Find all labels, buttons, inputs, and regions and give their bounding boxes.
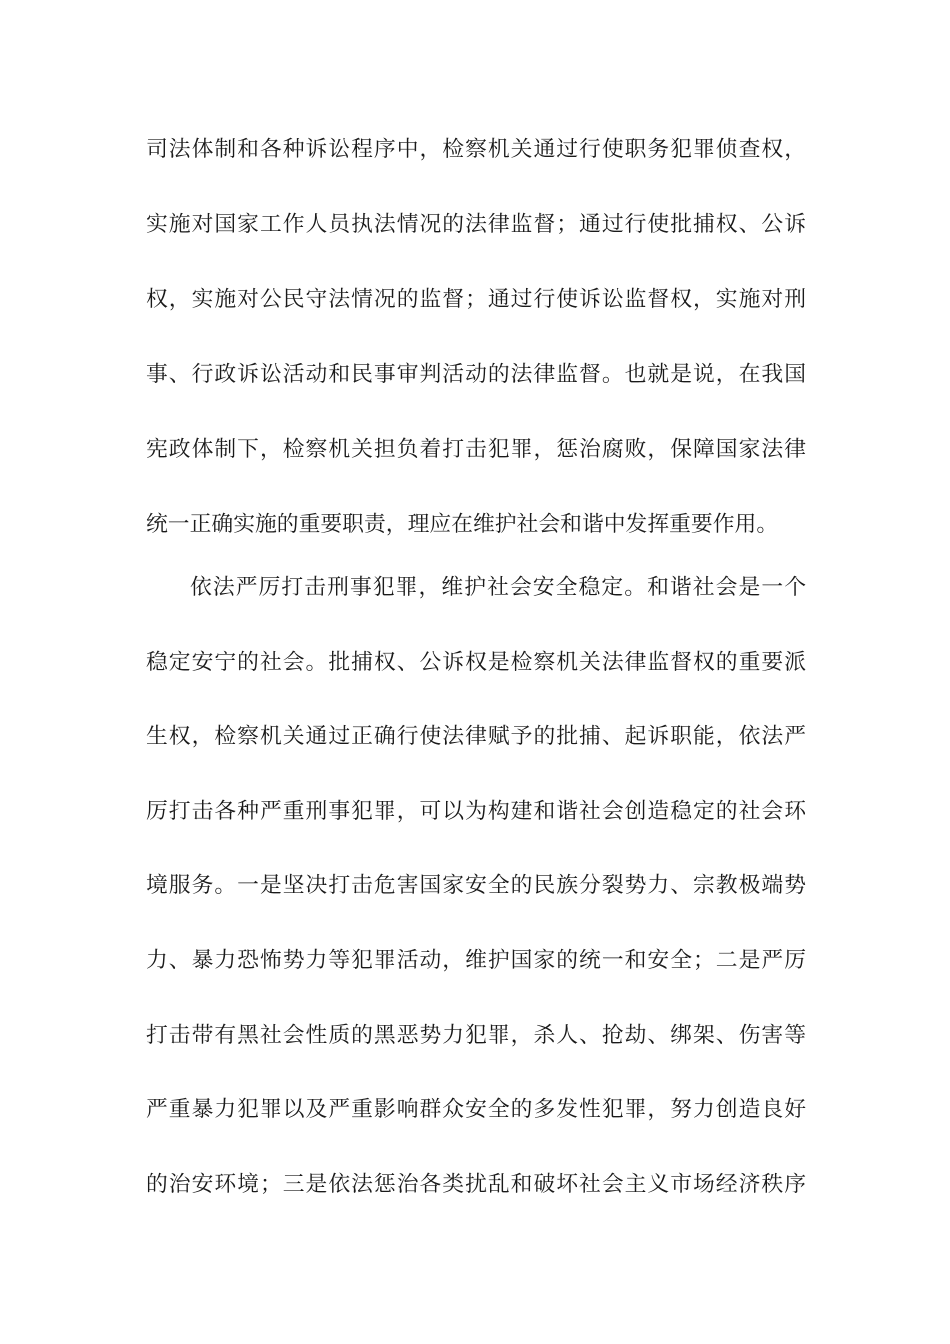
text-line: 境服务。一是坚决打击危害国家安全的民族分裂势力、宗教极端势 [146, 873, 806, 898]
text-line: 实施对国家工作人员执法情况的法律监督；通过行使批捕权、公诉 [146, 212, 806, 237]
paragraph-first-line: 依法严厉打击刑事犯罪，维护社会安全稳定。和谐社会是一个 [190, 575, 806, 600]
text-line: 打击带有黑社会性质的黑恶势力犯罪，杀人、抢劫、绑架、伤害等 [146, 1023, 806, 1048]
text-line: 宪政体制下，检察机关担负着打击犯罪，惩治腐败，保障国家法律 [146, 437, 806, 462]
text-line: 力、暴力恐怖势力等犯罪活动，维护国家的统一和安全；二是严厉 [146, 948, 806, 973]
text-line: 的治安环境；三是依法惩治各类扰乱和破坏社会主义市场经济秩序 [146, 1172, 806, 1197]
text-line: 稳定安宁的社会。批捕权、公诉权是检察机关法律监督权的重要派 [146, 650, 806, 675]
text-line: 统一正确实施的重要职责，理应在维护社会和谐中发挥重要作用。 [146, 512, 779, 537]
text-line: 司法体制和各种诉讼程序中，检察机关通过行使职务犯罪侦查权， [146, 137, 806, 162]
text-line: 严重暴力犯罪以及严重影响群众安全的多发性犯罪，努力创造良好 [146, 1097, 806, 1122]
text-line: 厉打击各种严重刑事犯罪，可以为构建和谐社会创造稳定的社会环 [146, 799, 806, 824]
text-line: 生权，检察机关通过正确行使法律赋予的批捕、起诉职能，依法严 [146, 724, 806, 749]
text-line: 事、行政诉讼活动和民事审判活动的法律监督。也就是说，在我国 [146, 362, 806, 387]
text-line: 权，实施对公民守法情况的监督；通过行使诉讼监督权，实施对刑 [146, 287, 806, 312]
